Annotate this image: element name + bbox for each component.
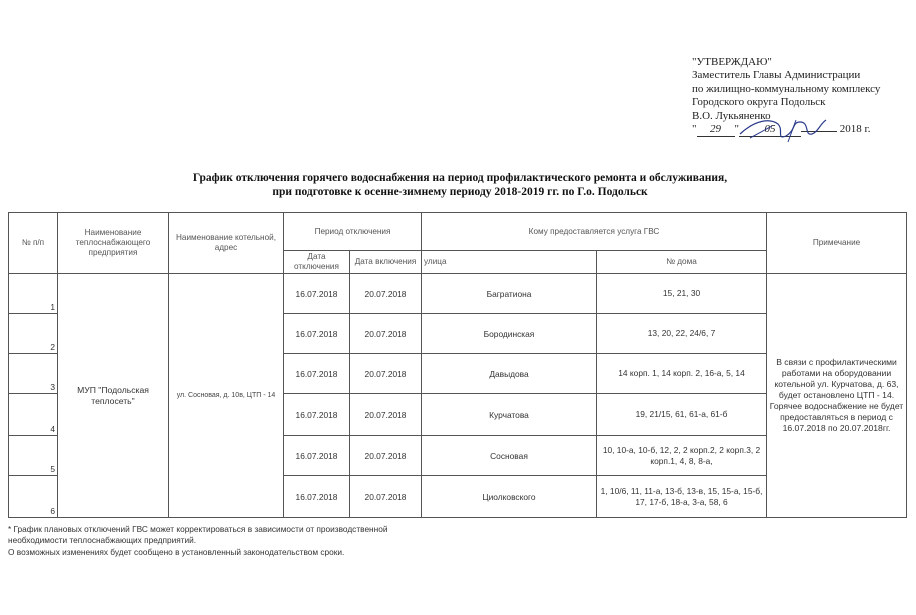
street-cell: Багратиона	[422, 274, 597, 314]
approval-line: по жилищно-коммунальному комплексу	[692, 82, 881, 95]
street-cell: Давыдова	[422, 354, 597, 394]
header-service: Кому предоставляется услуга ГВС	[422, 213, 767, 251]
date-off-cell: 16.07.2018	[284, 476, 350, 518]
header-note: Примечание	[767, 213, 907, 274]
date-off-cell: 16.07.2018	[284, 274, 350, 314]
date-on-cell: 20.07.2018	[350, 274, 422, 314]
houses-cell: 15, 21, 30	[597, 274, 767, 314]
row-num: 5	[9, 436, 58, 476]
header-boiler: Наименование котельной, адрес	[169, 213, 284, 274]
date-on-cell: 20.07.2018	[350, 436, 422, 476]
houses-cell: 1, 10/6, 11, 11-а, 13-б, 13-в, 15, 15-а, 15-б, 17, 17-б, 18-а, 3-а, 58, 6	[597, 476, 767, 518]
approval-line: В.О. Лукьяненко	[692, 109, 771, 122]
date-on-cell: 20.07.2018	[350, 476, 422, 518]
date-on-cell: 20.07.2018	[350, 354, 422, 394]
signature-icon	[700, 116, 830, 146]
houses-cell: 14 корп. 1, 14 корп. 2, 16-а, 5, 14	[597, 354, 767, 394]
date-quote-open: "	[692, 123, 697, 136]
footnote-line: необходимости теплоснабжающих предприятий.	[8, 535, 197, 546]
approval-line: "УТВЕРЖДАЮ"	[692, 56, 772, 68]
row-num: 4	[9, 394, 58, 436]
date-year: 2018 г.	[839, 123, 871, 136]
row-num: 1	[9, 274, 58, 314]
street-cell: Бородинская	[422, 314, 597, 354]
footnote-line: * График плановых отключений ГВС может корректироваться в зависимости от производственной	[8, 524, 388, 534]
schedule-table	[8, 212, 907, 518]
footnote	[8, 524, 528, 558]
date-on-cell: 20.07.2018	[350, 314, 422, 354]
houses-cell: 13, 20, 22, 24/6, 7	[597, 314, 767, 354]
approval-line: Городского округа Подольск	[692, 96, 826, 109]
date-off-cell: 16.07.2018	[284, 436, 350, 476]
date-quote-close: "	[734, 123, 739, 136]
date-day: 29	[697, 123, 735, 137]
header-house: № дома	[597, 251, 767, 274]
header-date-off: Дата отключения	[284, 251, 350, 274]
date-month: 05	[739, 123, 801, 137]
street-cell: Курчатова	[422, 394, 597, 436]
row-num: 3	[9, 354, 58, 394]
date-on-cell: 20.07.2018	[350, 394, 422, 436]
title-line-1: График отключения горячего водоснабжения на период профилактического ремонта и обслуживания,	[192, 172, 728, 184]
organization-cell: МУП "Подольская теплосеть"	[58, 274, 169, 518]
date-off-cell: 16.07.2018	[284, 354, 350, 394]
approval-line: Заместитель Главы Администрации	[692, 69, 861, 82]
date-off-cell: 16.07.2018	[284, 394, 350, 436]
header-period: Период отключения	[284, 213, 422, 251]
title-line-2: при подготовке к осенне-зимнему периоду 2018-2019 гг. по Г.о. Подольск	[272, 186, 648, 198]
houses-cell: 10, 10-а, 10-б, 12, 2, 2 корп.2, 2 корп.3, 2 корп.1, 4, 8, 8-а,	[597, 436, 767, 476]
street-cell: Циолковского	[422, 476, 597, 518]
date-off-cell: 16.07.2018	[284, 314, 350, 354]
houses-cell: 19, 21/15, 61, 61-а, 61-б	[597, 394, 767, 436]
street-cell: Сосновая	[422, 436, 597, 476]
row-num: 2	[9, 314, 58, 354]
header-street: улица	[422, 251, 597, 274]
header-date-on: Дата включения	[350, 251, 422, 274]
footnote-line: О возможных изменениях будет сообщено в установленный законодательством сроки.	[8, 546, 345, 557]
header-org: Наименование теплоснабжающего предприятия	[58, 213, 169, 274]
header-num: № п/п	[9, 213, 58, 274]
boiler-address-cell: ул. Сосновая, д. 10в, ЦТП - 14	[169, 274, 284, 518]
note-cell: В связи с профилактическими работами на оборудовании котельной ул. Курчатова, д. 63, будет остановлено ЦТП - 14. Горячее водоснабжение не будет предоставляться в период с 16.07.2018 по 20.07.2018гг.	[767, 274, 907, 518]
row-num: 6	[9, 476, 58, 518]
page-title	[120, 171, 800, 199]
table-row	[9, 274, 907, 314]
